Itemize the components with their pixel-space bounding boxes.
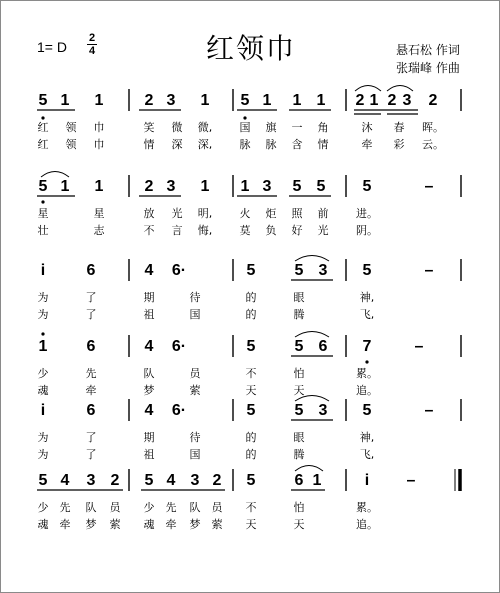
note: 1: [200, 92, 210, 109]
key-signature: 1= D: [37, 39, 67, 55]
lyric-char: 巾: [93, 138, 105, 151]
time-signature-denominator: 4: [88, 45, 96, 57]
lyric-char: 队: [189, 501, 201, 514]
note: –: [414, 338, 424, 355]
note: 5: [362, 178, 372, 195]
note: 2: [355, 92, 365, 109]
note: 1: [38, 338, 48, 355]
lyric-char: 不: [143, 224, 155, 237]
lyric-char: 了: [85, 291, 97, 304]
lyric-char: 牵: [59, 518, 71, 531]
lyric-char: 天: [293, 384, 305, 397]
high-octave-dot: [41, 332, 44, 335]
lyric-char: 的: [245, 291, 257, 304]
note: 5: [294, 338, 304, 355]
note: 6: [86, 338, 96, 355]
lyric-char: 火: [239, 207, 251, 220]
note: 6·: [171, 262, 187, 279]
note: 2: [144, 178, 154, 195]
note: 5: [240, 92, 250, 109]
song-title: 红领巾: [205, 32, 296, 65]
note: 1: [262, 92, 272, 109]
lyric-char: 深: [171, 138, 183, 151]
note: 5: [292, 178, 302, 195]
lyric-char: 不: [245, 501, 257, 514]
lyric-char: 的: [245, 308, 257, 321]
note: 5: [294, 262, 304, 279]
note: 1: [240, 178, 250, 195]
lyric-char: 怕: [293, 367, 305, 380]
lyric-char: 牵: [165, 518, 177, 531]
note: 1: [369, 92, 379, 109]
note: 2: [212, 472, 222, 489]
time-signature-numerator: 2: [88, 32, 96, 44]
lyric-char: 为: [37, 448, 49, 461]
note: 4: [144, 338, 154, 355]
lyric-char: 好: [291, 224, 303, 237]
lyric-char: 神,: [359, 291, 375, 304]
lyric-char: 天: [245, 384, 257, 397]
lyric-char: 明,: [197, 207, 213, 220]
lyric-char: 进。: [356, 207, 378, 220]
note: –: [406, 472, 416, 489]
note: 3: [166, 92, 176, 109]
lyric-char: 了: [85, 448, 97, 461]
lyricist-credit: 悬石松 作词: [396, 43, 460, 57]
lyric-char: 少: [37, 367, 49, 380]
lyric-char: 先: [85, 367, 97, 380]
note: 3: [262, 178, 272, 195]
lyric-char: 放: [143, 207, 155, 220]
note: 1: [94, 178, 104, 195]
lyric-char: 先: [59, 501, 71, 514]
note: 1: [316, 92, 326, 109]
lyric-char: 巾: [93, 121, 105, 134]
lyric-char: 祖: [143, 448, 155, 461]
note: i: [364, 472, 370, 489]
slur: [41, 172, 69, 178]
note: 3: [318, 402, 328, 419]
note: 5: [294, 402, 304, 419]
low-octave-dot: [41, 116, 44, 119]
lyric-char: 牵: [361, 138, 373, 151]
note: –: [424, 402, 434, 419]
note: 2: [387, 92, 397, 109]
note: 6: [86, 262, 96, 279]
lyric-char: 光: [317, 224, 329, 237]
note: 5: [316, 178, 326, 195]
note: 1: [60, 92, 70, 109]
lyric-char: 角: [317, 121, 329, 134]
note: 2: [144, 92, 154, 109]
lyric-char: 含: [291, 138, 303, 151]
lyric-char: 先: [165, 501, 177, 514]
note: 1: [312, 472, 322, 489]
lyric-char: 队: [85, 501, 97, 514]
lyric-char: 红: [37, 121, 49, 134]
note: 5: [362, 402, 372, 419]
note: 2: [428, 92, 438, 109]
lyric-char: 情: [143, 138, 155, 151]
lyric-char: 领: [65, 138, 77, 151]
note: 4: [144, 402, 154, 419]
lyric-char: 前: [317, 207, 329, 220]
lyric-char: 国: [189, 308, 201, 321]
lyric-char: 不: [245, 367, 257, 380]
lyric-char: 的: [245, 448, 257, 461]
note: 3: [166, 178, 176, 195]
lyric-char: 待: [189, 431, 201, 444]
lyric-char: 云。: [422, 138, 444, 151]
lyric-char: 一: [291, 121, 303, 134]
lyric-char: 梦: [189, 518, 201, 531]
note: 4: [166, 472, 176, 489]
lyric-char: 天: [293, 518, 305, 531]
note: 5: [362, 262, 372, 279]
lyric-char: 少: [37, 501, 49, 514]
note: 1: [94, 92, 104, 109]
lyric-char: 累。: [356, 501, 378, 514]
lyric-char: 国: [189, 448, 201, 461]
note: 5: [246, 262, 256, 279]
lyric-char: 天: [245, 518, 257, 531]
lyric-char: 飞,: [359, 448, 375, 461]
note: 6: [294, 472, 304, 489]
lyric-char: 国: [239, 121, 251, 134]
lyric-char: 员: [189, 367, 201, 380]
lyric-char: 怕: [293, 501, 305, 514]
slur: [295, 332, 329, 338]
lyric-char: 阴。: [356, 224, 378, 237]
lyric-char: 莫: [239, 224, 251, 237]
lyric-char: 待: [189, 291, 201, 304]
note: 6: [86, 402, 96, 419]
note: 5: [246, 402, 256, 419]
lyric-char: 为: [37, 431, 49, 444]
slur: [387, 86, 413, 92]
lyric-char: 飞,: [359, 308, 375, 321]
lyric-char: 萦: [211, 518, 223, 531]
lyric-char: 脉: [265, 138, 277, 151]
note: 1: [200, 178, 210, 195]
lyric-char: 壮: [37, 224, 49, 237]
lyric-char: 追。: [356, 518, 378, 531]
lyric-char: 魂: [143, 518, 155, 531]
note: i: [40, 262, 46, 279]
lyric-char: 悔,: [197, 224, 213, 237]
note: –: [424, 262, 434, 279]
lyric-char: 期: [143, 291, 155, 304]
note: 7: [362, 338, 372, 355]
composer-credit: 张瑞峰 作曲: [396, 61, 460, 75]
note: 1: [60, 178, 70, 195]
lyric-char: 腾: [293, 448, 305, 461]
lyric-char: 领: [65, 121, 77, 134]
note: 3: [86, 472, 96, 489]
note: 5: [38, 472, 48, 489]
lyric-char: 沐: [361, 121, 373, 134]
note: –: [424, 178, 434, 195]
lyric-char: 照: [291, 207, 303, 220]
note: 4: [60, 472, 70, 489]
note: 5: [38, 178, 48, 195]
lyric-char: 魂: [37, 384, 49, 397]
lyric-char: 春: [393, 121, 405, 134]
lyric-char: 祖: [143, 308, 155, 321]
lyric-char: 晖。: [422, 121, 444, 134]
lyric-char: 脉: [239, 138, 251, 151]
lyric-char: 神,: [359, 431, 375, 444]
slur: [295, 256, 329, 262]
lyric-char: 炬: [265, 207, 277, 220]
note: i: [40, 402, 46, 419]
note: 3: [402, 92, 412, 109]
lyric-char: 少: [143, 501, 155, 514]
lyric-char: 腾: [293, 308, 305, 321]
lyric-char: 累。: [356, 367, 378, 380]
lyric-char: 员: [211, 501, 223, 514]
lyric-char: 员: [109, 501, 121, 514]
low-octave-dot: [41, 200, 44, 203]
low-octave-dot: [365, 360, 368, 363]
lyric-char: 了: [85, 308, 97, 321]
lyric-char: 情: [317, 138, 329, 151]
low-octave-dot: [243, 116, 246, 119]
lyric-char: 彩: [393, 138, 405, 151]
note: 3: [190, 472, 200, 489]
lyric-char: 星: [93, 207, 105, 220]
lyric-char: 为: [37, 291, 49, 304]
lyric-char: 微,: [197, 121, 213, 134]
lyric-char: 言: [171, 224, 183, 237]
lyric-char: 梦: [143, 384, 155, 397]
lyric-char: 魂: [37, 518, 49, 531]
lyric-char: 光: [171, 207, 183, 220]
lyric-char: 星: [37, 207, 49, 220]
note: 6·: [171, 402, 187, 419]
slur: [295, 466, 323, 472]
lyric-char: 期: [143, 431, 155, 444]
lyric-char: 红: [37, 138, 49, 151]
lyric-char: 眼: [293, 291, 305, 304]
lyric-char: 负: [265, 224, 277, 237]
lyric-char: 眼: [293, 431, 305, 444]
lyric-char: 微: [171, 121, 183, 134]
lyric-char: 旗: [265, 121, 277, 134]
note: 5: [246, 338, 256, 355]
slur: [355, 86, 381, 92]
note: 4: [144, 262, 154, 279]
lyric-char: 萦: [109, 518, 121, 531]
lyric-char: 队: [143, 367, 155, 380]
note: 6: [318, 338, 328, 355]
lyric-char: 萦: [189, 384, 201, 397]
note: 5: [246, 472, 256, 489]
note: 2: [110, 472, 120, 489]
lyric-char: 为: [37, 308, 49, 321]
note: 5: [38, 92, 48, 109]
lyric-char: 追。: [356, 384, 378, 397]
lyric-char: 了: [85, 431, 97, 444]
lyric-char: 志: [93, 224, 105, 237]
lyric-char: 梦: [85, 518, 97, 531]
lyric-char: 的: [245, 431, 257, 444]
note: 3: [318, 262, 328, 279]
note: 1: [292, 92, 302, 109]
lyric-char: 深,: [197, 138, 213, 151]
note: 6·: [171, 338, 187, 355]
lyric-char: 牵: [85, 384, 97, 397]
notation-area: [1, 1, 500, 593]
lyric-char: 笑: [143, 121, 155, 134]
note: 5: [144, 472, 154, 489]
